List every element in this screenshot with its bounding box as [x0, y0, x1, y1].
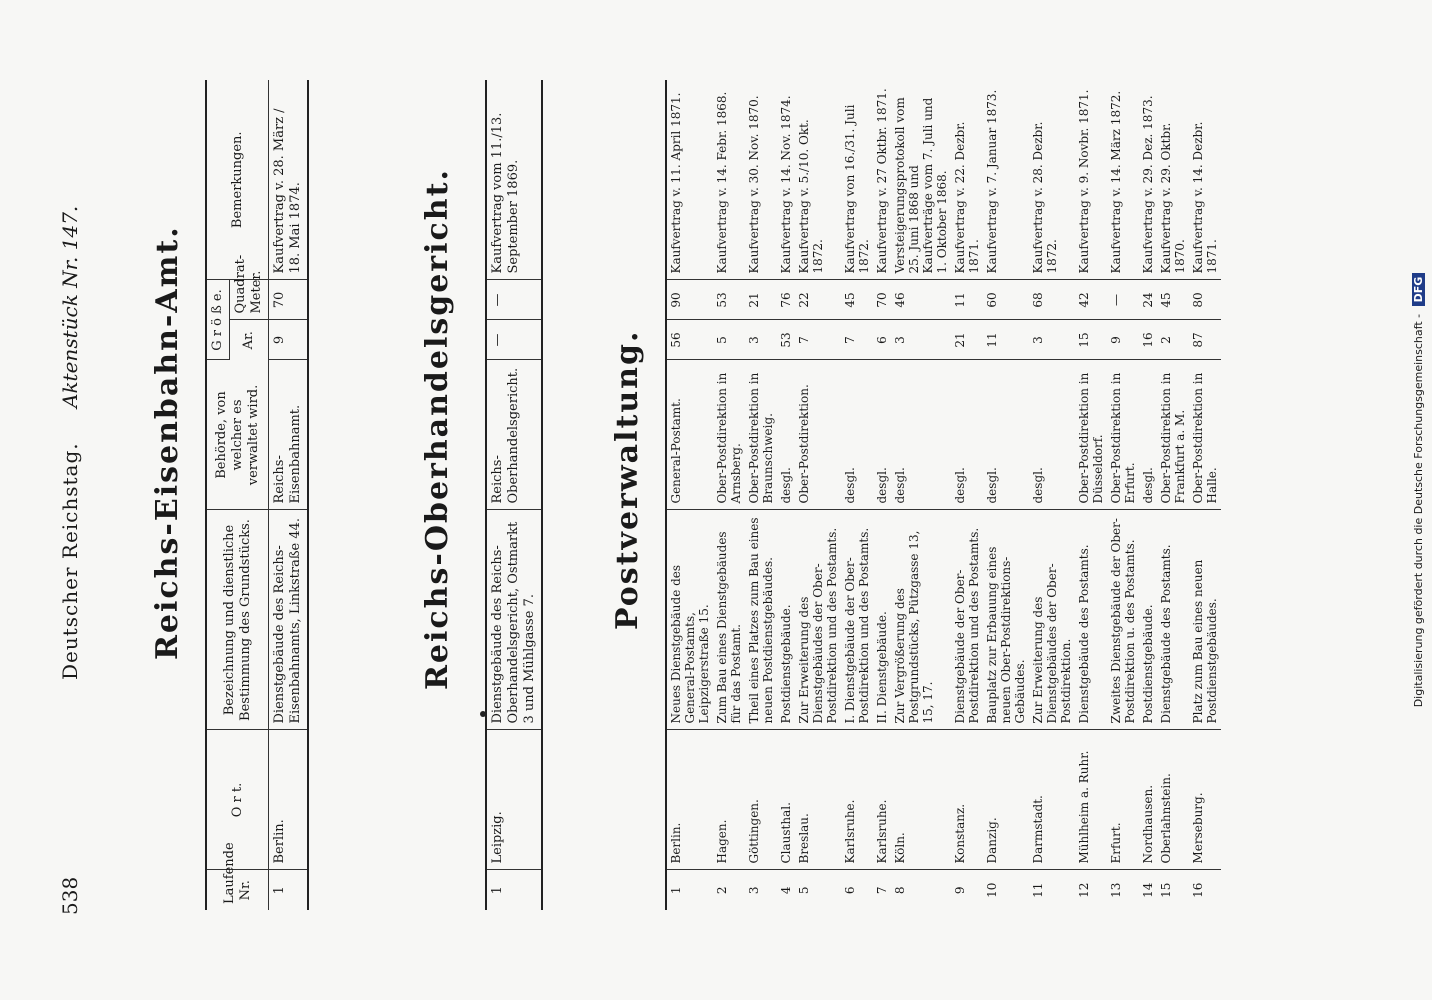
cell-ar: 87	[1189, 320, 1221, 360]
cell-nr: 1	[669, 886, 683, 895]
table-row	[745, 80, 777, 910]
cell-nr: 2	[715, 886, 729, 895]
cell-ort: Leipzig.	[486, 730, 542, 870]
cell-nr: 3	[747, 886, 761, 895]
cell-ort: Erfurt.	[1107, 730, 1139, 870]
cell-bemerkungen: Kaufvertrag v. 28. März / 18. Mai 1874.	[269, 80, 309, 280]
cell-bezeichnung: Postdienstgebäude.	[777, 510, 795, 730]
cell-bemerkungen: Kaufvertrag v. 29. Dez. 1873.	[1139, 80, 1157, 280]
cell-bezeichnung: Platz zum Bau eines neuen Postdienstgebäudes.	[1189, 510, 1221, 730]
cell-qm: 11	[951, 280, 983, 320]
cell-nr: 1	[490, 886, 505, 895]
cell-behoerde: Ober-Postdirektion in Arnsberg.	[713, 360, 745, 510]
cell-ar: 15	[1075, 320, 1107, 360]
cell-ar: 5	[713, 320, 745, 360]
cell-bemerkungen: Kaufvertrag von 16./31. Juli 1872.	[841, 80, 873, 280]
table-row	[891, 80, 951, 910]
cell-nr: 9	[953, 886, 967, 895]
table-row	[795, 80, 841, 910]
cell-bezeichnung: Zur Vergrößerung des Postgrundstücks, Pützgasse 13, 15, 17.	[891, 510, 951, 730]
cell-ar: 6	[873, 320, 891, 360]
cell-nr: 12	[1077, 882, 1091, 898]
cell-bezeichnung: II. Dienstgebäude.	[873, 510, 891, 730]
cell-behoerde: Ober-Postdirektion.	[795, 360, 841, 510]
cell-bemerkungen: Kaufvertrag v. 28. Dezbr. 1872.	[1029, 80, 1075, 280]
cell-nr: 5	[797, 886, 811, 895]
cell-ort: Hagen.	[713, 730, 745, 870]
cell-behoerde: Ober-Postdirektion in Halle.	[1189, 360, 1221, 510]
cell-ort: Köln.	[891, 730, 951, 870]
cell-behoerde: General-Postamt.	[666, 360, 713, 510]
cell-ort: Nordhausen.	[1139, 730, 1157, 870]
table-row	[713, 80, 745, 910]
cell-bemerkungen: Kaufvertrag v. 14. Febr. 1868.	[713, 80, 745, 280]
cell-ar: 11	[983, 320, 1029, 360]
table-row	[666, 80, 713, 910]
cell-behoerde: Reichs-Oberhandelsgericht.	[486, 360, 542, 510]
cell-bemerkungen: Kaufvertrag v. 14. Dezbr. 1871.	[1189, 80, 1221, 280]
cell-nr: 11	[1031, 882, 1045, 898]
cell-bemerkungen: Kaufvertrag v. 22. Dezbr. 1871.	[951, 80, 983, 280]
section-title-oberhandelsgericht: Reichs-Oberhandelsgericht.	[420, 168, 455, 690]
document-number: Aktenstück Nr. 147.	[58, 205, 82, 408]
cell-bezeichnung: Zur Erweiterung des Dienstgebäudes der Ober-Postdirektion und des Postamts.	[795, 510, 841, 730]
cell-ar: 3	[1029, 320, 1075, 360]
cell-ar: 16	[1139, 320, 1157, 360]
cell-qm: 80	[1189, 280, 1221, 320]
cell-qm: 53	[713, 280, 745, 320]
cell-ar: 53	[777, 320, 795, 360]
cell-qm: 60	[983, 280, 1029, 320]
table-row	[1139, 80, 1157, 910]
cell-qm: 46	[891, 280, 951, 320]
cell-behoerde: Ober-Postdirektion in Frankfurt a. M.	[1157, 360, 1189, 510]
cell-qm: 22	[795, 280, 841, 320]
column-header-qm: Quadrat-Meter.	[230, 280, 269, 320]
cell-ort: Konstanz.	[951, 730, 983, 870]
section-title-eisenbahn: Reichs-Eisenbahn-Amt.	[150, 225, 185, 660]
cell-bemerkungen: Kaufvertrag v. 14. März 1872.	[1107, 80, 1139, 280]
cell-bezeichnung: Zur Erweiterung des Dienstgebäudes der Ober-Postdirektion.	[1029, 510, 1075, 730]
cell-ar: 56	[666, 320, 713, 360]
cell-ar: 3	[891, 320, 951, 360]
cell-ort: Karlsruhe.	[841, 730, 873, 870]
cell-nr: 15	[1159, 882, 1173, 898]
cell-bemerkungen: Kaufvertrag v. 27 Oktbr. 1871.	[873, 80, 891, 280]
cell-bezeichnung: Zweites Dienstgebäude der Ober-Postdirektion u. des Postamts.	[1107, 510, 1139, 730]
cell-behoerde: desgl.	[1139, 360, 1157, 510]
cell-bemerkungen: Versteigerungsprotokoll vom 25. Juni 1868 und Kaufverträge vom 7. Juli und 1. Oktober 1868.	[891, 80, 951, 280]
cell-bemerkungen: Kaufvertrag vom 11./13. September 1869.	[486, 80, 542, 280]
running-title: Deutscher Reichstag.	[58, 442, 82, 680]
table-row	[777, 80, 795, 910]
table-row	[269, 80, 309, 910]
cell-behoerde: Reichs-Eisenbahnamt.	[269, 360, 309, 510]
cell-nr: 14	[1141, 882, 1155, 898]
cell-ort: Breslau.	[795, 730, 841, 870]
column-header-bemerkungen: Bemerkungen.	[206, 80, 269, 280]
cell-ort: Darmstadt.	[1029, 730, 1075, 870]
cell-nr: 4	[779, 886, 793, 895]
cell-qm: 70	[269, 280, 309, 320]
cell-bezeichnung: Neues Dienstgebäude des General-Postamts, Leipzigerstraße 15.	[666, 510, 713, 730]
cell-ar: —	[486, 320, 542, 360]
table-eisenbahn	[205, 80, 309, 910]
table-row	[1029, 80, 1075, 910]
cell-bezeichnung: Postdienstgebäude.	[1139, 510, 1157, 730]
cell-ort: Mühlheim a. Ruhr.	[1075, 730, 1107, 870]
cell-behoerde: Ober-Postdirektion in Braunschweig.	[745, 360, 777, 510]
cell-nr: 1	[272, 886, 287, 895]
cell-behoerde: desgl.	[1029, 360, 1075, 510]
table-row	[1189, 80, 1221, 910]
cell-qm: 68	[1029, 280, 1075, 320]
cell-bezeichnung: Dienstgebäude des Reichs-Eisenbahnamts, Linkstraße 44.	[269, 510, 309, 730]
cell-bemerkungen: Kaufvertrag v. 11. April 1871.	[666, 80, 713, 280]
cell-behoerde: desgl.	[891, 360, 951, 510]
cell-qm: 90	[666, 280, 713, 320]
section-title-postverwaltung: Postverwaltung.	[610, 329, 645, 630]
cell-nr: 6	[843, 886, 857, 895]
cell-bemerkungen: Kaufvertrag v. 14. Nov. 1874.	[777, 80, 795, 280]
cell-ar: 7	[841, 320, 873, 360]
cell-qm: —	[486, 280, 542, 320]
cell-ort: Berlin.	[269, 730, 309, 870]
cell-bemerkungen: Kaufvertrag v. 5./10. Okt. 1872.	[795, 80, 841, 280]
cell-bemerkungen: Kaufvertrag v. 30. Nov. 1870.	[745, 80, 777, 280]
cell-behoerde: Ober-Postdirektion in Düsseldorf.	[1075, 360, 1107, 510]
cell-ort: Clausthal.	[777, 730, 795, 870]
digitization-text: Digitalisierung gefördert durch die Deutsche Forschungsgemeinschaft -	[1412, 313, 1425, 708]
column-header-behoerde: Behörde, von welcher es verwaltet wird.	[206, 360, 269, 510]
cell-qm: 45	[841, 280, 873, 320]
table-oberhandelsgericht	[485, 80, 543, 910]
table-row	[873, 80, 891, 910]
cell-qm: 76	[777, 280, 795, 320]
cell-ort: Karlsruhe.	[873, 730, 891, 870]
table-postverwaltung	[665, 80, 1221, 910]
cell-ort: Göttingen.	[745, 730, 777, 870]
cell-bezeichnung: Bauplatz zur Erbauung eines neuen Ober-Postdirektions-Gebäudes.	[983, 510, 1029, 730]
cell-ort: Oberlahnstein.	[1157, 730, 1189, 870]
cell-nr: 13	[1109, 882, 1123, 898]
cell-ar: 3	[745, 320, 777, 360]
cell-bezeichnung: Dienstgebäude des Postamts.	[1157, 510, 1189, 730]
table-row	[1157, 80, 1189, 910]
cell-bezeichnung: Zum Bau eines Dienstgebäudes für das Postamt.	[713, 510, 745, 730]
table-row	[1107, 80, 1139, 910]
cell-bezeichnung: Dienstgebäude der Ober-Postdirektion und des Postamts.	[951, 510, 983, 730]
cell-qm: 42	[1075, 280, 1107, 320]
cell-ar: 7	[795, 320, 841, 360]
table-row	[951, 80, 983, 910]
cell-behoerde: Ober-Postdirektion in Erfurt.	[1107, 360, 1139, 510]
cell-behoerde: desgl.	[777, 360, 795, 510]
cell-bezeichnung: Dienstgebäude des Postamts.	[1075, 510, 1107, 730]
table-row	[983, 80, 1029, 910]
cell-qm: —	[1107, 280, 1139, 320]
cell-nr: 16	[1191, 882, 1205, 898]
cell-bemerkungen: Kaufvertrag v. 9. Novbr. 1871.	[1075, 80, 1107, 280]
cell-ar: 9	[269, 320, 309, 360]
column-header-ort: O r t.	[206, 730, 269, 870]
cell-bemerkungen: Kaufvertrag v. 29. Oktbr. 1870.	[1157, 80, 1189, 280]
page-number: 538	[58, 876, 82, 915]
cell-behoerde: desgl.	[873, 360, 891, 510]
cell-ar: 21	[951, 320, 983, 360]
cell-bezeichnung: I. Dienstgebäude der Ober-Postdirektion und des Postamts.	[841, 510, 873, 730]
cell-behoerde: desgl.	[983, 360, 1029, 510]
cell-ort: Danzig.	[983, 730, 1029, 870]
cell-ort: Merseburg.	[1189, 730, 1221, 870]
page-header	[30, 0, 82, 1000]
cell-qm: 45	[1157, 280, 1189, 320]
cell-behoerde: desgl.	[951, 360, 983, 510]
table-row	[841, 80, 873, 910]
cell-bemerkungen: Kaufvertrag v. 7. Januar 1873.	[983, 80, 1029, 280]
cell-behoerde: desgl.	[841, 360, 873, 510]
cell-nr: 7	[875, 886, 889, 895]
column-header-nr: Laufende Nr.	[206, 870, 269, 910]
cell-qm: 24	[1139, 280, 1157, 320]
table-row	[486, 80, 542, 910]
cell-ar: 2	[1157, 320, 1189, 360]
cell-qm: 70	[873, 280, 891, 320]
table-row	[1075, 80, 1107, 910]
digitization-note	[1412, 10, 1430, 970]
cell-qm: 21	[745, 280, 777, 320]
cell-nr: 8	[893, 886, 907, 895]
cell-bezeichnung: Dienstgebäude des Reichs-Oberhandelsgericht, Ostmarkt 3 und Mühlgasse 7.	[486, 510, 542, 730]
column-header-bezeichnung: Bezeichnung und dienstliche Bestimmung des Grundstücks.	[206, 510, 269, 730]
cell-nr: 10	[985, 882, 999, 898]
dfg-logo: DFG	[1412, 273, 1425, 307]
cell-ar: 9	[1107, 320, 1139, 360]
cell-bezeichnung: Theil eines Platzes zum Bau eines neuen Postdienstgebäudes.	[745, 510, 777, 730]
column-header-ar: Ar.	[230, 320, 269, 360]
cell-ort: Berlin.	[666, 730, 713, 870]
column-header-groesse: G r ö ß e.	[206, 280, 230, 360]
